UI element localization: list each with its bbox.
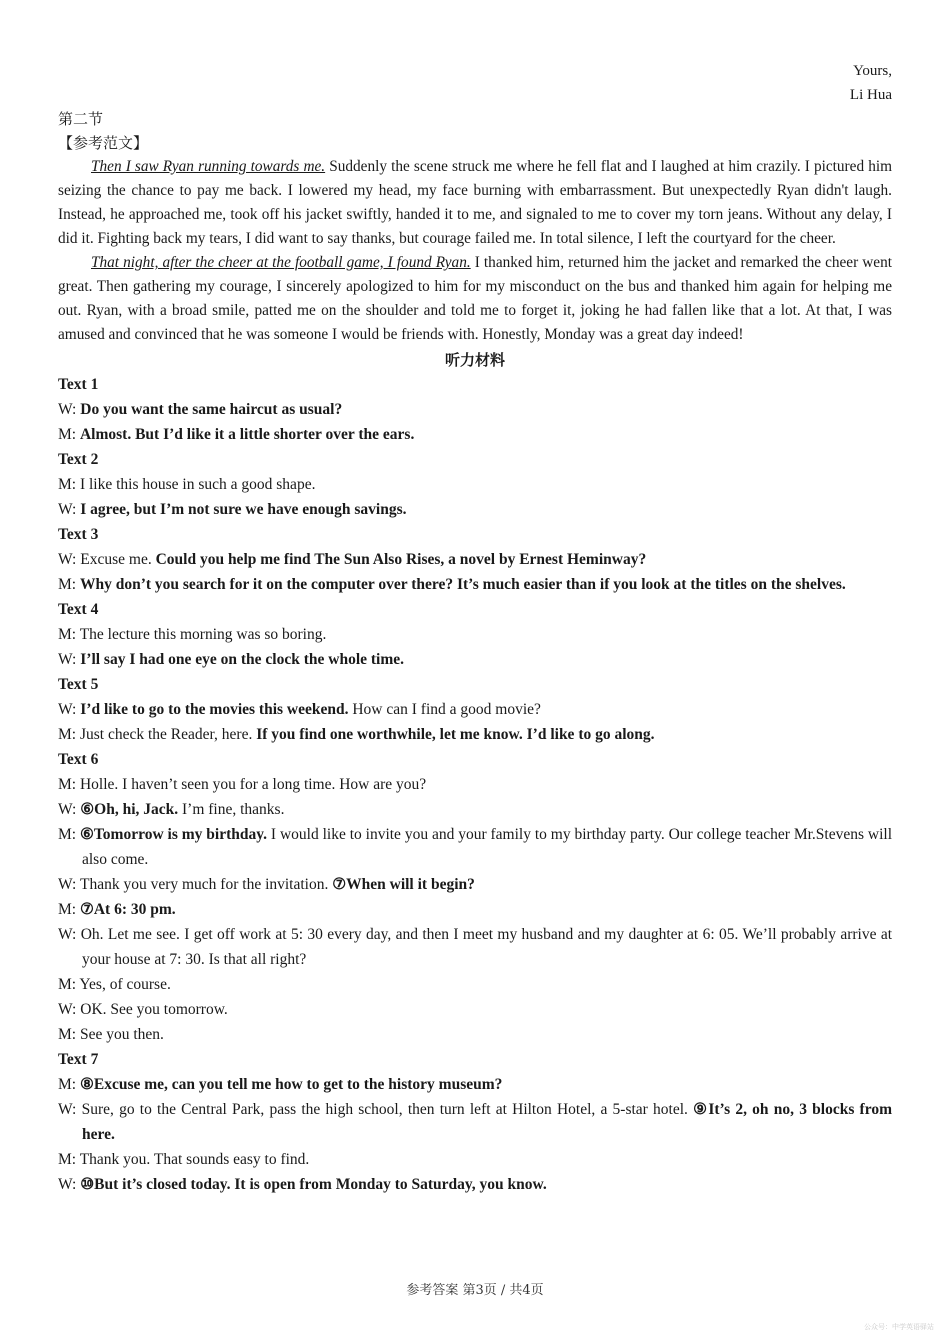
dialogue-line (58, 897, 892, 922)
paragraph-body-2: I thanked him, returned him the jacket and remarked the cheer went great. Then gathering my courage, I sincerely apologized to him for my misconduct on the bus and thanked him again for helping me out. Ryan, with a broad smile, patted me on the shoulder and told me to forget it, joking he had fallen like that a lot. At that, I was amused and convinced that he was someone I would be friends with. Honestly, Monday was a great day indeed! (58, 254, 892, 343)
speaker-label: W: (58, 551, 77, 568)
dialogue-line (58, 397, 892, 422)
dialogue-line (58, 572, 892, 597)
answer-key-text: ⑨It’s 2, oh no, 3 blocks from here. (82, 1101, 892, 1143)
dialogue-text: Oh. Let me see. I get off work at 5: 30 every day, and then I meet my husband and my daughter at 6: 05. We’ll probably arrive at your house at 7: 30. Is that all right? (80, 926, 893, 968)
dialogue-text: I like this house in such a good shape. (79, 476, 316, 493)
section-heading: 第二节 (58, 110, 104, 128)
speaker-label: M: (58, 901, 77, 918)
dialogue-line (58, 972, 892, 997)
text-label: Text 6 (58, 751, 99, 768)
speaker-label: M: (58, 1026, 77, 1043)
dialogue-text: I would like to invite you and your family to my birthday party. Our college teacher Mr.Stevens will also come. (82, 826, 893, 868)
text-label: Text 5 (58, 676, 99, 693)
listening-title: 听力材料 (444, 351, 505, 369)
dialogue-text: Excuse me. (80, 551, 152, 568)
speaker-label: M: (58, 776, 77, 793)
speaker-label: W: (58, 501, 77, 518)
answer-key-text: I’d like to go to the movies this weekend. (80, 701, 349, 718)
speaker-label: M: (58, 626, 77, 643)
answer-key-text: ⑩But it’s closed today. It is open from Monday to Saturday, you know. (80, 1176, 547, 1193)
dialogue-line (58, 422, 892, 447)
speaker-label: M: (58, 1151, 77, 1168)
answer-key-text: Could you help me find The Sun Also Rises, a novel by Ernest Heminway? (155, 551, 647, 568)
sample-heading: 【参考范文】 (58, 134, 149, 152)
dialogue-line (58, 997, 892, 1022)
speaker-label: W: (58, 926, 77, 943)
dialogue-line (58, 547, 892, 572)
speaker-label: W: (58, 1101, 77, 1118)
dialogue-line (58, 1097, 892, 1147)
answer-key-text: ⑦At 6: 30 pm. (79, 901, 176, 918)
speaker-label: M: (58, 726, 77, 743)
signoff-name: Li Hua (849, 87, 892, 103)
dialogue-line (58, 472, 892, 497)
speaker-label: W: (58, 876, 77, 893)
dialogue-text: I’m fine, thanks. (182, 801, 285, 818)
dialogue-text: The lecture this morning was so boring. (79, 626, 327, 643)
dialogue-text: Just check the Reader, here. (79, 726, 253, 743)
speaker-label: W: (58, 401, 77, 418)
dialogue-line (58, 1022, 892, 1047)
speaker-label: M: (58, 976, 77, 993)
dialogue-text: See you then. (79, 1026, 164, 1043)
answer-key-text: Almost. But I’d like it a little shorter over the ears. (79, 426, 415, 443)
speaker-label: M: (58, 476, 77, 493)
dialogue-text: Sure, go to the Central Park, pass the high school, then turn left at Hilton Hotel, a 5-star hotel. (81, 1101, 688, 1118)
dialogue-line (58, 647, 892, 672)
text-label: Text 4 (58, 601, 99, 618)
answer-key-text: Why don’t you search for it on the computer over there? It’s much easier than if you look at the titles on the shelves. (79, 576, 846, 593)
dialogue-line (58, 697, 892, 722)
speaker-label: M: (58, 576, 77, 593)
text-label: Text 2 (58, 451, 99, 468)
answer-key-text: ⑥Tomorrow is my birthday. (79, 826, 268, 843)
dialogue-text: Thank you. That sounds easy to find. (79, 1151, 310, 1168)
essay-paragraph-2 (58, 251, 892, 347)
dialogue-line (58, 922, 892, 972)
speaker-label: W: (58, 651, 77, 668)
dialogue-text: Holle. I haven’t seen you for a long time. How are you? (79, 776, 427, 793)
paragraph-lead-1: Then I saw Ryan running towards me. (91, 158, 326, 175)
answer-key-text: ⑦When will it begin? (332, 876, 475, 893)
speaker-label: W: (58, 1001, 77, 1018)
answer-key-text: ⑥Oh, hi, Jack. (80, 801, 179, 818)
dialogue-text: Yes, of course. (79, 976, 171, 993)
dialogue-line (58, 622, 892, 647)
signoff-closing: Yours, (853, 63, 892, 79)
essay-paragraph-1 (58, 155, 892, 251)
text-label: Text 3 (58, 526, 99, 543)
dialogue-line (58, 1147, 892, 1172)
document-content (58, 59, 892, 1197)
dialogue-line (58, 797, 892, 822)
dialogue-text: OK. See you tomorrow. (80, 1001, 228, 1018)
speaker-label: M: (58, 426, 77, 443)
answer-key-text: Do you want the same haircut as usual? (80, 401, 343, 418)
page-footer: 参考答案 第3页 / 共4页 (406, 1283, 544, 1298)
watermark: 公众号：中学英语驿站 (864, 1323, 934, 1331)
text-label: Text 1 (58, 376, 99, 393)
dialogue-line (58, 872, 892, 897)
dialogue-line (58, 822, 892, 872)
dialogue-line (58, 1172, 892, 1197)
letter-signoff (58, 59, 892, 107)
dialogue-text: Thank you very much for the invitation. (79, 876, 329, 893)
dialogue-text: How can I find a good movie? (352, 701, 541, 718)
speaker-label: W: (58, 701, 77, 718)
answer-key-text: If you find one worthwhile, let me know. I’d like to go along. (256, 726, 655, 743)
speaker-label: M: (58, 1076, 77, 1093)
dialogue-line (58, 1072, 892, 1097)
dialogue-line (58, 772, 892, 797)
dialogue-line (58, 497, 892, 522)
text-label: Text 7 (58, 1051, 99, 1068)
paragraph-lead-2: That night, after the cheer at the football game, I found Ryan. (91, 254, 471, 271)
listening-transcripts (58, 372, 892, 1197)
answer-key-text: I agree, but I’m not sure we have enough savings. (80, 501, 407, 518)
paragraph-body-1: Suddenly the scene struck me where he fell flat and I laughed at him crazily. I pictured him seizing the chance to pay me back. I lowered my head, my face burning with embarrassment. But unexpectedly Ryan didn't laugh. Instead, he approached me, took off his jacket swiftly, handed it to me, and signaled to me to cover my torn jeans. Without any delay, I did it. Fighting back my tears, I did want to say thanks, but courage failed me. In total silence, I left the courtyard for the cheer. (58, 158, 892, 247)
dialogue-line (58, 722, 892, 747)
speaker-label: W: (58, 801, 77, 818)
speaker-label: W: (58, 1176, 77, 1193)
answer-key-text: I’ll say I had one eye on the clock the whole time. (80, 651, 405, 668)
answer-key-text: ⑧Excuse me, can you tell me how to get to the history museum? (79, 1076, 503, 1093)
speaker-label: M: (58, 826, 77, 843)
